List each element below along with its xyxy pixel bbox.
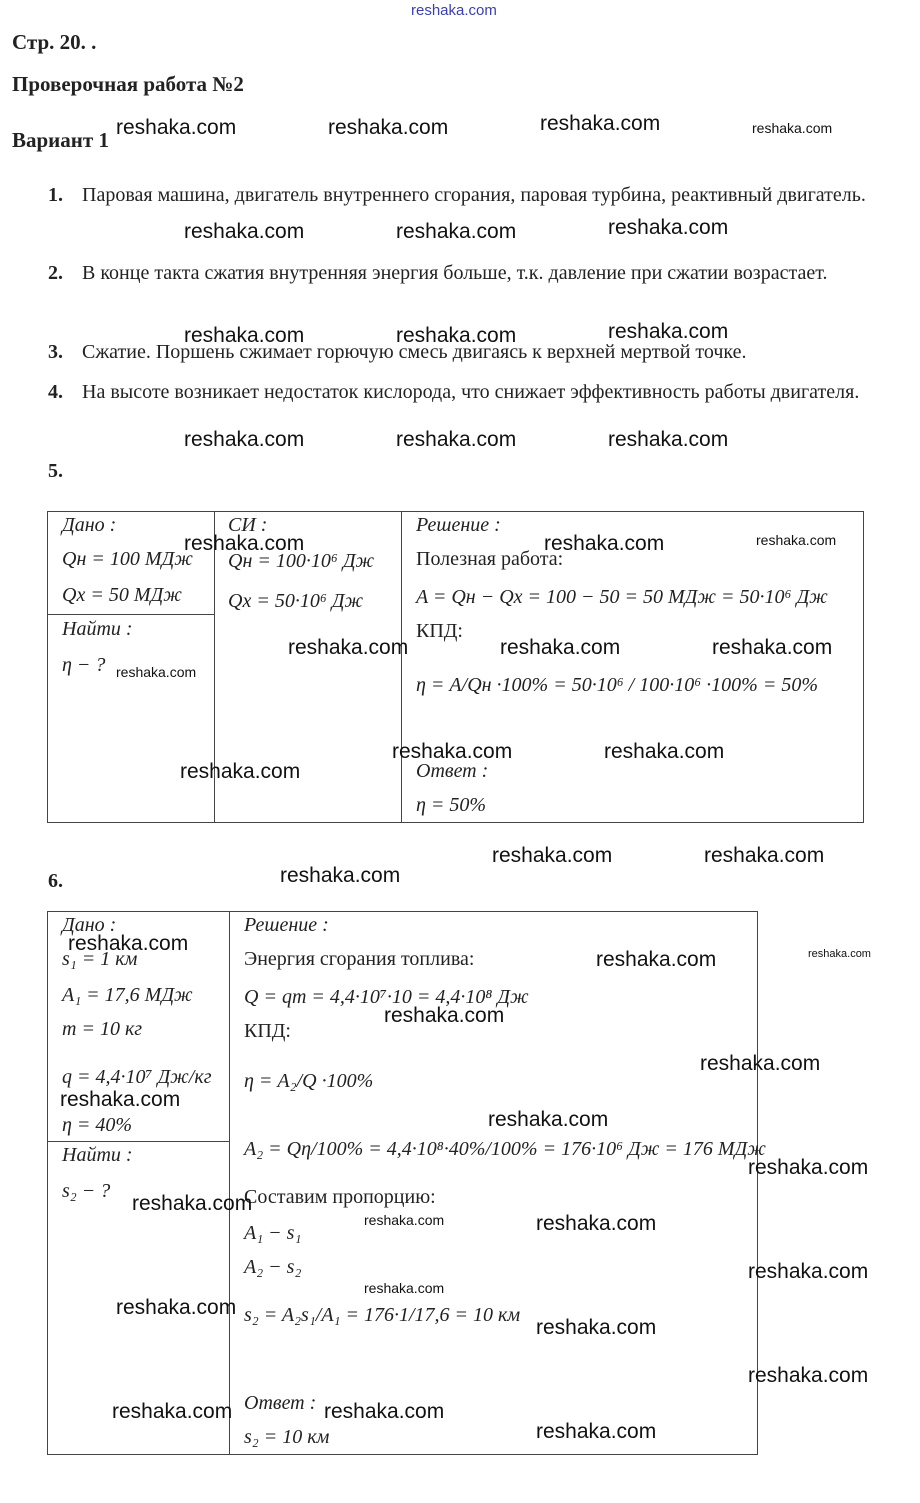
watermark: reshaka.com [184, 324, 305, 347]
watermark: reshaka.com [752, 120, 833, 136]
answer-label: Ответ : [244, 1392, 317, 1414]
watermark: reshaka.com [184, 220, 305, 243]
watermark: reshaka.com [384, 1004, 505, 1027]
item-text: В конце такта сжатия внутренняя энергия больше, т.к. давление при сжатии возрастает. [82, 262, 828, 284]
given-value: s₁ = 1 км [62, 948, 138, 970]
watermark: reshaka.com [492, 844, 613, 867]
watermark: reshaka.com [184, 532, 305, 555]
given-value: A₁ = 17,6 МДж [62, 984, 193, 1006]
watermark: reshaka.com [808, 948, 871, 960]
watermark: reshaka.com [608, 216, 729, 239]
si-value: Qх = 50·10⁶ Дж [228, 590, 364, 612]
kpd-label: КПД: [244, 1020, 291, 1042]
a2-formula: A₂ = Qη/100% = 4,4·10⁸·40%/100% = 176·10⁶ Дж = 176 МДж [244, 1138, 766, 1160]
energy-label: Энергия сгорания топлива: [244, 948, 475, 970]
watermark: reshaka.com [608, 428, 729, 451]
item-number: 1. [48, 184, 63, 206]
watermark: reshaka.com [112, 1400, 233, 1423]
watermark: reshaka.com [748, 1364, 869, 1387]
variant-heading: Вариант 1 [12, 128, 109, 152]
proportion-line: A₂ − s₂ [244, 1256, 302, 1278]
watermark: reshaka.com [392, 740, 513, 763]
watermark: reshaka.com [712, 636, 833, 659]
watermark: reshaka.com [396, 428, 517, 451]
watermark: reshaka.com [364, 1212, 445, 1228]
list-item [48, 176, 906, 254]
watermark: reshaka.com [132, 1192, 253, 1215]
useful-work-label: Полезная работа: [416, 548, 564, 570]
watermark: reshaka.com [608, 320, 729, 343]
list-item [48, 333, 906, 372]
list-item [48, 373, 906, 451]
item-text: На высоте возникает недостаток кислорода, что снижает эффективность работы двигателя. [82, 381, 860, 403]
watermark: reshaka.com [500, 636, 621, 659]
eta-formula: η = A/Qн ·100% = 50·10⁶ / 100·10⁶ ·100% = 50% [416, 674, 818, 696]
watermark: reshaka.com [364, 1280, 445, 1296]
find-label: Найти : [62, 1144, 133, 1166]
solution-label: Решение : [416, 514, 501, 536]
watermark: reshaka.com [396, 324, 517, 347]
given-value: m = 10 кг [62, 1018, 143, 1040]
given-value: Qн = 100 МДж [62, 548, 193, 570]
watermark: reshaka.com [396, 220, 517, 243]
task6-number: 6. [48, 870, 63, 892]
proportion-label: Составим пропорцию: [244, 1186, 436, 1208]
watermark: reshaka.com [60, 1088, 181, 1111]
eta-formula: η = A₂/Q ·100% [244, 1070, 374, 1092]
watermark: reshaka.com [116, 664, 197, 680]
watermark: reshaka.com [488, 1108, 609, 1131]
given-value: η = 40% [62, 1114, 133, 1136]
given-value: Qх = 50 МДж [62, 584, 182, 606]
watermark: reshaka.com [288, 636, 409, 659]
answer-label: Ответ : [416, 760, 489, 782]
task5-number: 5. [48, 460, 63, 482]
given-label: Дано : [62, 514, 117, 536]
find-value: s₂ − ? [62, 1180, 111, 1202]
watermark: reshaka.com [704, 844, 825, 867]
watermark: reshaka.com [756, 532, 837, 548]
watermark: reshaka.com [536, 1420, 657, 1443]
watermark: reshaka.com [68, 932, 189, 955]
list-item [48, 254, 906, 332]
answer-value: s₂ = 10 км [244, 1426, 330, 1448]
item-number: 2. [48, 262, 63, 284]
solution-label: Решение : [244, 914, 329, 936]
si-value: Qн = 100·10⁶ Дж [228, 550, 375, 572]
watermark: reshaka.com [596, 948, 717, 971]
given-value: q = 4,4·10⁷ Дж/кг [62, 1066, 212, 1088]
watermark: reshaka.com [536, 1316, 657, 1339]
watermark: reshaka.com [536, 1212, 657, 1235]
find-value: η − ? [62, 654, 106, 676]
find-label: Найти : [62, 618, 133, 640]
watermark: reshaka.com [604, 740, 725, 763]
item-text: Сжатие. Поршень сжимает горючую смесь двигаясь к верхней мертвой точке. [82, 341, 747, 363]
watermark: reshaka.com [116, 116, 237, 139]
watermark: reshaka.com [748, 1156, 869, 1179]
proportion-line: A₁ − s₁ [244, 1222, 302, 1244]
watermark: reshaka.com [544, 532, 665, 555]
item-number: 3. [48, 341, 63, 363]
answer-value: η = 50% [416, 794, 487, 816]
watermark: reshaka.com [328, 116, 449, 139]
given-label: Дано : [62, 914, 117, 936]
work-formula: A = Qн − Qх = 100 − 50 = 50 МДж = 50·10⁶ Дж [416, 586, 828, 608]
watermark: reshaka.com [280, 864, 401, 887]
kpd-label: КПД: [416, 620, 463, 642]
watermark: reshaka.com [700, 1052, 821, 1075]
item-text: Паровая машина, двигатель внутреннего сгорания, паровая турбина, реактивный двигатель. [82, 184, 866, 206]
watermark: reshaka.com [184, 428, 305, 451]
watermark: reshaka.com [748, 1260, 869, 1283]
watermark: reshaka.com [116, 1296, 237, 1319]
energy-formula: Q = qm = 4,4·10⁷·10 = 4,4·10⁸ Дж [244, 986, 529, 1008]
s2-formula: s₂ = A₂s₁/A₁ = 176·1/17,6 = 10 км [244, 1304, 521, 1326]
item-number: 4. [48, 381, 63, 403]
si-label: СИ : [228, 514, 268, 536]
watermark-top: reshaka.com [411, 2, 497, 19]
page-title: Проверочная работа №2 [12, 72, 244, 96]
page-ref: Стр. 20. . [12, 30, 97, 54]
watermark: reshaka.com [180, 760, 301, 783]
watermark: reshaka.com [324, 1400, 445, 1423]
watermark: reshaka.com [540, 112, 661, 135]
